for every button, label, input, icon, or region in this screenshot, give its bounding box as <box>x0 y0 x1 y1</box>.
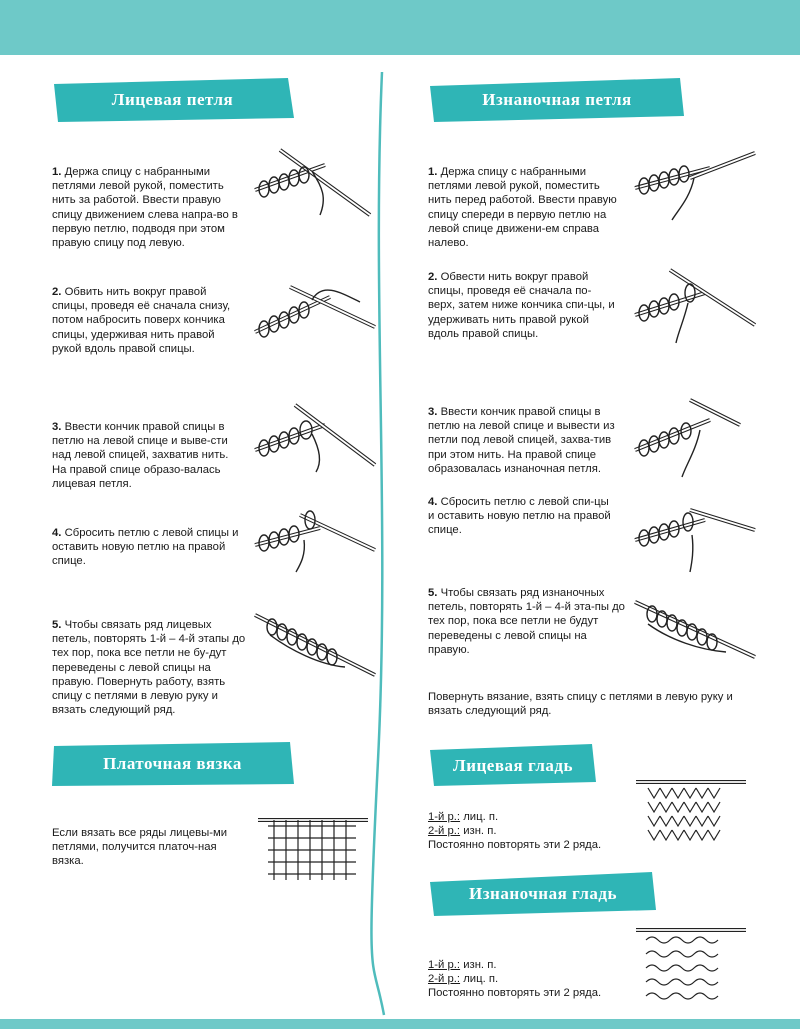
step-text: Сбросить петлю с левой спи-цы и оставить новую петлю на правой спице. <box>428 496 611 537</box>
banner-title: Изнаночная петля <box>482 90 632 109</box>
knit-step-1 <box>52 165 242 250</box>
banner-knit-stitch <box>50 76 295 124</box>
knitting-needle-loop-icon <box>630 395 760 480</box>
row-value: лиц. п. <box>463 811 499 823</box>
stockinette-row-2 <box>428 824 628 838</box>
row-label: 1-й р.: <box>428 959 461 971</box>
step-number: 2. <box>428 271 438 283</box>
purl-step-5 <box>428 586 626 657</box>
knitting-needle-loop-icon <box>630 265 760 345</box>
knit-swatch-icon <box>636 920 746 1012</box>
banner-garter-stitch <box>50 740 295 788</box>
knitting-needle-loop-icon <box>250 605 380 680</box>
row-value: изн. п. <box>463 959 497 971</box>
reverse-instructions <box>428 958 628 1001</box>
purl-step-3 <box>428 405 620 476</box>
step-number: 1. <box>428 166 438 178</box>
garter-description: Если вязать все ряды лицевы-ми петлями, получится платоч-ная вязка. <box>52 827 228 868</box>
stockinette-instructions <box>428 810 628 853</box>
step-text: Обвести нить вокруг правой спицы, проведя её сначала по-верх, затем ниже кончика спи-цы, и удерживать нить правой рукой вдоль правой спицы. <box>428 271 615 340</box>
knitting-needle-loop-icon <box>250 145 380 220</box>
step-number: 2. <box>52 286 62 298</box>
banner-purl-stitch <box>428 76 686 124</box>
purl-step-2 <box>428 270 618 341</box>
step-number: 4. <box>428 496 438 508</box>
purl-step-4 <box>428 495 618 538</box>
stockinette-repeat: Постоянно повторять эти 2 ряда. <box>428 839 602 852</box>
banner-title: Лицевая петля <box>111 90 234 109</box>
step-text: Чтобы связать ряд изнаночных петель, повторять 1-й – 4-й эта-пы до тех пор, пока все петли не будут переведены с левой спицы на правую. <box>428 587 625 656</box>
knit-step-4 <box>52 526 242 569</box>
step-text: Сбросить петлю с левой спицы и оставить новую петлю на правой спице. <box>52 527 239 568</box>
banner-title: Изнаночная гладь <box>468 884 618 903</box>
purl-step-1 <box>428 165 624 250</box>
step-text: Ввести кончик правой спицы в петлю на левой спице и выве-сти над левой спицей, захватив нить. На правой спице образо-валась лицевая петля. <box>52 421 229 490</box>
knitting-needle-loop-icon <box>630 592 760 667</box>
knit-step-2 <box>52 285 242 356</box>
reverse-row-2 <box>428 972 628 986</box>
step-number: 4. <box>52 527 62 539</box>
step-text: Держа спицу с набранными петлями левой рукой, поместить нить за работой. Ввести правую спицу движением слева напра-во в первую петлю, подводя при этом правую спицу под левую. <box>52 166 238 250</box>
reverse-repeat: Постоянно повторять эти 2 ряда. <box>428 987 602 1000</box>
knit-step-3 <box>52 420 242 491</box>
step-number: 3. <box>52 421 62 433</box>
banner-title: Лицевая гладь <box>453 756 573 775</box>
step-number: 1. <box>52 166 62 178</box>
knit-swatch-icon <box>636 772 746 854</box>
knitting-needle-loop-icon <box>630 500 760 575</box>
knitting-needle-loop-icon <box>250 272 380 347</box>
purl-after-text: Повернуть вязание, взять спицу с петлями в левую руку и вязать следующий ряд. <box>428 691 733 718</box>
banner-stockinette <box>428 742 598 790</box>
knit-step-5 <box>52 618 250 717</box>
stockinette-row-1 <box>428 810 628 824</box>
row-label: 2-й р.: <box>428 825 461 838</box>
knit-swatch-icon <box>258 812 368 887</box>
reverse-row-1 <box>428 958 628 972</box>
knitting-needle-loop-icon <box>630 148 760 223</box>
knitting-needle-loop-icon <box>250 500 380 575</box>
row-label: 2-й р.: <box>428 973 461 986</box>
step-text: Держа спицу с набранными петлями левой рукой, поместить нить перед работой. Ввести правую спицу спереди в первую петлю на левой спице движени-ем справа налево. <box>428 166 617 250</box>
step-text: Ввести кончик правой спицы в петлю на левой спице и вывести из петли под левой спицей, захва-тив при этом нить. На правой спице образовалась изнаночная петля. <box>428 406 615 475</box>
row-value: лиц. п. <box>463 973 499 986</box>
step-number: 5. <box>52 619 62 631</box>
row-value: изн. п. <box>463 825 497 838</box>
step-number: 5. <box>428 587 438 599</box>
banner-title: Платочная вязка <box>103 754 242 773</box>
row-label: 1-й р.: <box>428 811 461 823</box>
step-number: 3. <box>428 406 438 418</box>
step-text: Обвить нить вокруг правой спицы, проведя её сначала снизу, потом набросить поверх кончика спицы, удерживая нить правой рукой вдоль правой спицы. <box>52 286 231 355</box>
knitting-needle-loop-icon <box>250 400 380 475</box>
step-text: Чтобы связать ряд лицевых петель, повторять 1-й – 4-й этапы до тех пор, пока все петли не бу-дут переведены с левой спицы на правую. Повернуть работу, взять спицу с петлями в левую руку и вязать следующий ряд. <box>52 619 246 717</box>
banner-reverse-stockinette <box>428 870 658 918</box>
